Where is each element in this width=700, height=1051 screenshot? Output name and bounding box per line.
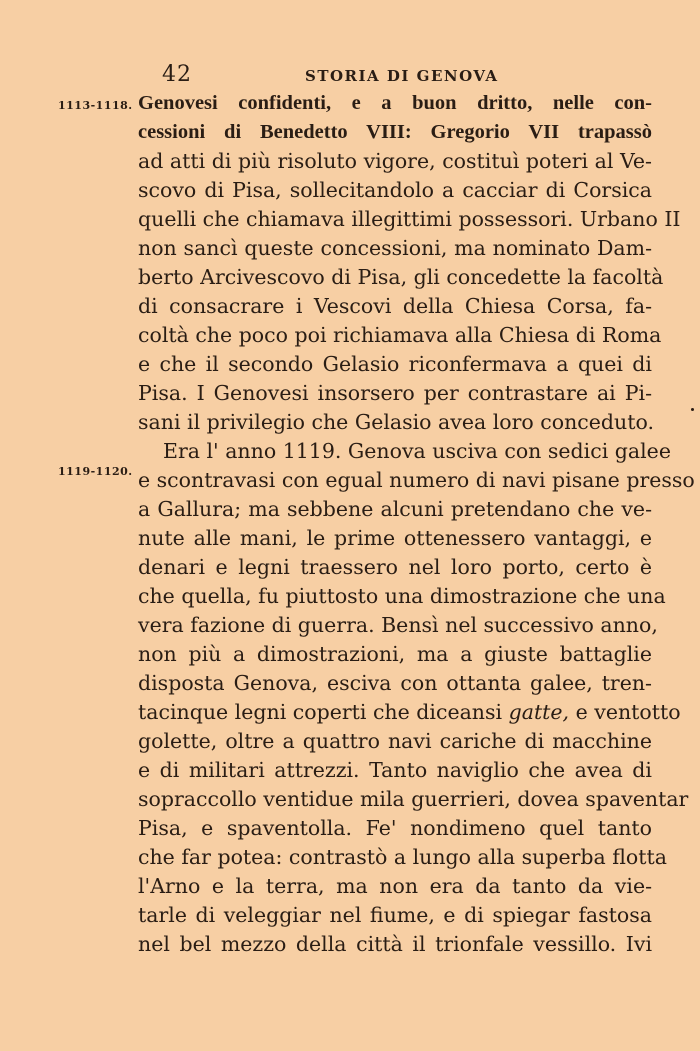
text-line: golette, oltre a quattro navi cariche di macchine xyxy=(138,729,652,753)
text-line: disposta Genova, esciva con ottanta galee, tren- xyxy=(138,671,652,695)
text-segment: tacinque legni coperti che diceansi xyxy=(138,700,509,724)
text-line: e scontravasi con egual numero di navi pisane presso xyxy=(138,468,695,492)
italic-word: gatte, xyxy=(508,700,570,724)
text-line: e che il secondo Gelasio riconfermava a quei di xyxy=(138,352,652,376)
text-segment: e ventotto xyxy=(569,700,681,724)
running-title: STORIA DI GENOVA xyxy=(305,67,499,85)
text-line: Pisa. I Genovesi insorsero per contrastare ai Pi- xyxy=(138,381,652,405)
text-line: a Gallura; ma sebbene alcuni pretendano che ve- xyxy=(138,497,652,521)
text-line: denari e legni traessero nel loro porto, certo è xyxy=(138,555,652,579)
text-line: Genovesi confidenti, e a buon dritto, nelle con- xyxy=(138,92,652,114)
text-line: non sancì queste concessioni, ma nominato Dam- xyxy=(138,236,652,260)
body-text xyxy=(138,89,695,959)
margin-note-dates: 1113-1118. xyxy=(58,99,133,112)
text-line: ad atti di più risoluto vigore, costituì poteri al Ve- xyxy=(138,149,652,173)
ink-speck xyxy=(691,408,694,411)
text-line: nel bel mezzo della città il trionfale vessillo. Ivi xyxy=(138,932,652,956)
text-line: quelli che chiamava illegittimi possessori. Urbano II xyxy=(138,207,681,231)
text-line: vera fazione di guerra. Bensì nel successivo anno, xyxy=(138,613,658,637)
text-line: di consacrare i Vescovi della Chiesa Corsa, fa- xyxy=(138,294,652,318)
margin-note-dates: 1119-1120. xyxy=(58,465,133,478)
text-line: nute alle mani, le prime ottenessero vantaggi, e xyxy=(138,526,652,550)
text-line-with-italic xyxy=(138,698,681,727)
page-header xyxy=(0,62,700,92)
text-line: che quella, fu piuttosto una dimostrazione che una xyxy=(138,584,666,608)
text-line: Era l' anno 1119. Genova usciva con sedici galee xyxy=(163,439,671,463)
text-line: cessioni di Benedetto VIII: Gregorio VII trapassò xyxy=(138,121,652,143)
text-line: che far potea: contrastò a lungo alla superba flotta xyxy=(138,845,667,869)
text-line: tarle di veleggiar nel fiume, e di spiegar fastosa xyxy=(138,903,652,927)
text-line: l'Arno e la terra, ma non era da tanto da vie- xyxy=(138,874,652,898)
text-line: sani il privilegio che Gelasio avea loro conceduto. xyxy=(138,410,654,434)
text-line: e di militari attrezzi. Tanto naviglio che avea di xyxy=(138,758,652,782)
text-line: coltà che poco poi richiamava alla Chiesa di Roma xyxy=(138,323,662,347)
text-line: berto Arcivescovo di Pisa, gli concedette la facoltà xyxy=(138,265,664,289)
page-number: 42 xyxy=(162,62,192,87)
text-line: scovo di Pisa, sollecitandolo a cacciar di Corsica xyxy=(138,178,652,202)
text-line: sopraccollo ventidue mila guerrieri, dovea spaventar xyxy=(138,787,689,811)
text-line: non più a dimostrazioni, ma a giuste battaglie xyxy=(138,642,652,666)
text-line: Pisa, e spaventolla. Fe' nondimeno quel tanto xyxy=(138,816,652,840)
